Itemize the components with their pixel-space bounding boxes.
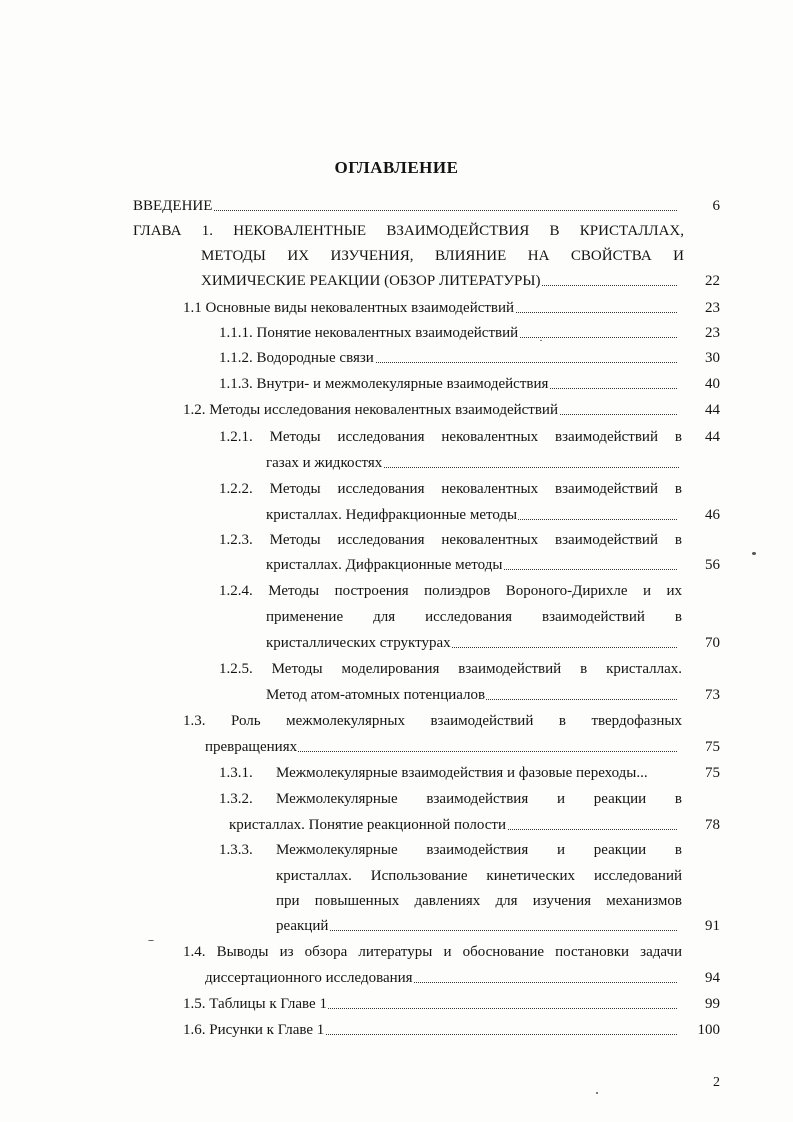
toc-entry-text: газах и жидкостях xyxy=(266,455,383,471)
toc-entry-text: 1.6. Рисунки к Главе 1 xyxy=(183,1022,325,1038)
toc-entry-text: превращениях xyxy=(205,739,298,755)
toc-entry-text: ГЛАВА 1. НЕКОВАЛЕНТНЫЕ ВЗАИМОДЕЙСТВИЯ В КРИСТАЛЛАХ, xyxy=(133,223,684,239)
toc-page-number: 23 xyxy=(705,300,720,316)
toc-page-number: 78 xyxy=(705,817,720,833)
toc-page-number: 75 xyxy=(705,765,720,781)
toc-entry-text: 1.1.2. Водородные связи xyxy=(219,350,374,366)
toc-page-number: 40 xyxy=(705,376,720,392)
toc-entry-text: ХИМИЧЕСКИЕ РЕАКЦИИ (ОБЗОР ЛИТЕРАТУРЫ) xyxy=(201,273,541,289)
toc-entry-text: ВВЕДЕНИЕ xyxy=(133,198,213,214)
toc-entry-text: 1.2.2. Методы исследования нековалентных взаимодействий в xyxy=(219,481,682,497)
toc-page-number: 44 xyxy=(705,402,720,418)
toc-entry-text: 1.1 Основные виды нековалентных взаимодействий xyxy=(183,300,515,316)
scan-speck xyxy=(752,552,756,555)
toc-page-number: 70 xyxy=(705,635,720,651)
toc-entry-text: 1.1.3. Внутри- и межмолекулярные взаимодействия xyxy=(219,376,549,392)
toc-entry-text: при повышенных давлениях для изучения механизмов xyxy=(276,893,682,909)
toc-page-number: 22 xyxy=(705,273,720,289)
toc-entry-text: кристаллах. Понятие реакционной полости xyxy=(229,817,506,833)
toc-entry-text: кристаллах. Дифракционные методы xyxy=(266,557,503,573)
toc-entry-number: 1.3.2. xyxy=(219,791,253,807)
toc-page-number: 44 xyxy=(705,429,720,445)
toc-entry-text: 1.3. Роль межмолекулярных взаимодействий в твердофазных xyxy=(183,713,682,729)
toc-entry-text: 1.1.1. Понятие нековалентных взаимодействий xyxy=(219,325,519,341)
toc-entry-text: 1.2.5. Методы моделирования взаимодействий в кристаллах. xyxy=(219,661,682,677)
toc-entry-text: Межмолекулярные взаимодействия и реакции в xyxy=(276,791,682,807)
toc-entry-text: Межмолекулярные взаимодействия и реакции в xyxy=(276,842,682,858)
toc-entry-text: МЕТОДЫ ИХ ИЗУЧЕНИЯ, ВЛИЯНИЕ НА СВОЙСТВА И xyxy=(201,248,684,264)
toc-entry-text: кристаллических структурах xyxy=(266,635,451,651)
toc-entry-number: 1.3.3. xyxy=(219,842,253,858)
toc-entry-text: 1.2.4. Методы построения полиэдров Вороного-Дирихле и их xyxy=(219,583,682,599)
toc-entry-text: применение для исследования взаимодействий в xyxy=(266,609,682,625)
toc-entry-text: Межмолекулярные взаимодействия и фазовые переходы... xyxy=(276,765,648,781)
scan-speck xyxy=(596,1092,598,1094)
toc-page-number: 75 xyxy=(705,739,720,755)
toc-entry-text: кристаллах. Недифракционные методы xyxy=(266,507,518,523)
scan-speck xyxy=(540,340,542,341)
toc-page-number: 30 xyxy=(705,350,720,366)
toc-page-number: 6 xyxy=(712,198,720,214)
toc-entry-text: 1.2.1. Методы исследования нековалентных взаимодействий в xyxy=(219,429,682,445)
toc-entry-text: кристаллах. Использование кинетических исследований xyxy=(276,868,682,884)
toc-page-number: 91 xyxy=(705,918,720,934)
toc-title: ОГЛАВЛЕНИЕ xyxy=(334,158,459,177)
toc-entry-number: 1.3.1. xyxy=(219,765,253,781)
toc-entry-text: 1.5. Таблицы к Главе 1 xyxy=(183,996,327,1012)
toc-page-number: 94 xyxy=(705,970,720,986)
toc-page-number: 56 xyxy=(705,557,720,573)
toc-entry-text: 1.2.3. Методы исследования нековалентных взаимодействий в xyxy=(219,532,682,548)
toc-page-number: 99 xyxy=(705,996,720,1012)
page-number: 2 xyxy=(713,1075,720,1090)
toc-page-number: 100 xyxy=(697,1022,720,1038)
scan-speck xyxy=(148,940,154,941)
toc-entry-text: диссертационного исследования xyxy=(205,970,413,986)
toc-entry-text: Метод атом-атомных потенциалов xyxy=(266,687,486,703)
toc-page-number: 23 xyxy=(705,325,720,341)
toc-entry-text: реакций xyxy=(276,918,329,934)
toc-entry-text: 1.2. Методы исследования нековалентных взаимодействий xyxy=(183,402,558,418)
toc-entry-text: 1.4. Выводы из обзора литературы и обоснование постановки задачи xyxy=(183,944,682,960)
toc-page-number: 73 xyxy=(705,687,720,703)
toc-page-number: 46 xyxy=(705,507,720,523)
